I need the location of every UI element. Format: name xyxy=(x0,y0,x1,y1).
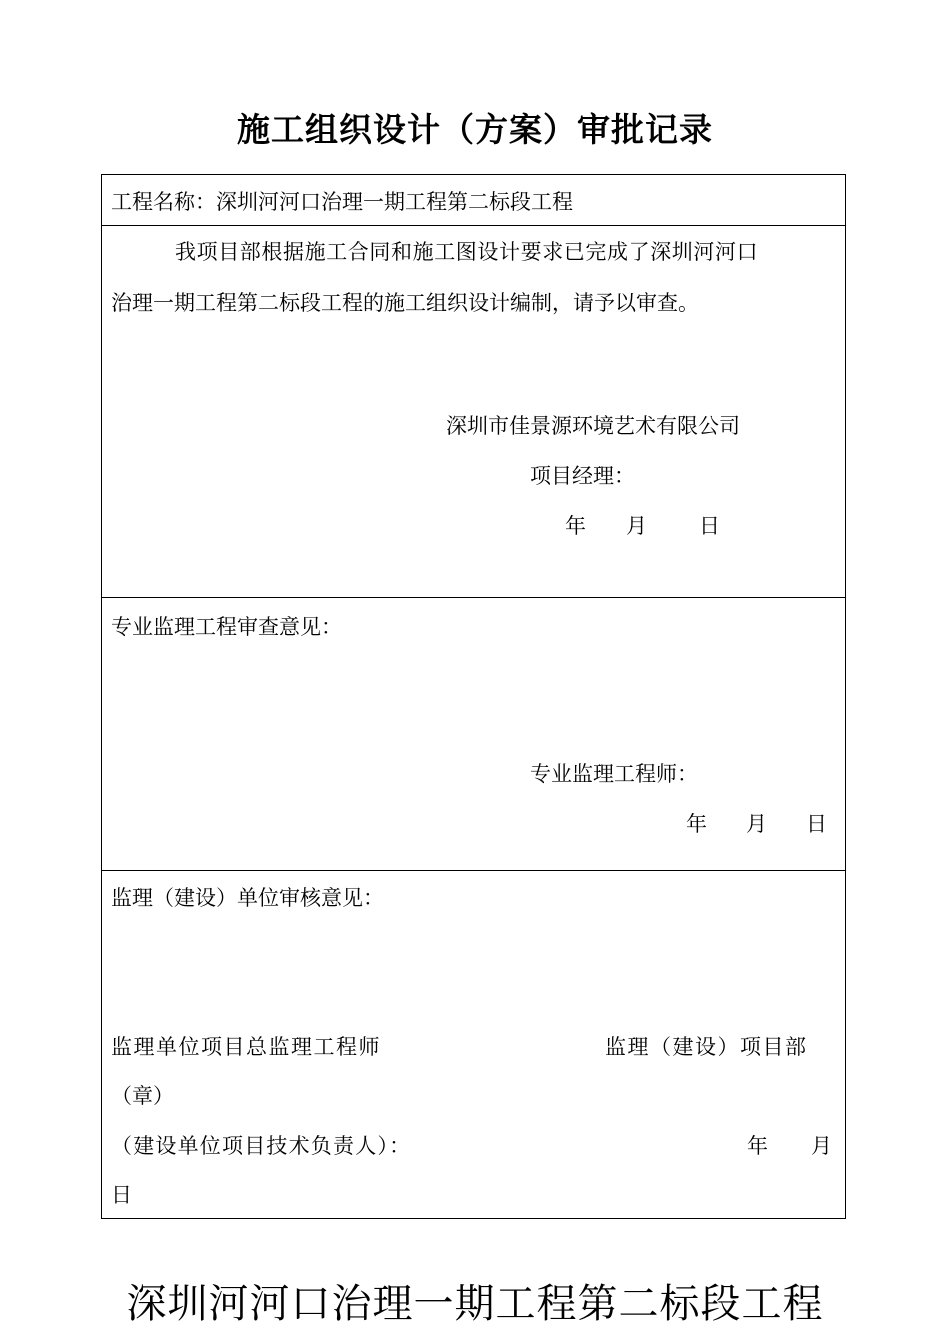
application-date-day: 日 xyxy=(699,514,720,538)
row-divider xyxy=(102,225,845,226)
project-manager-label: 项目经理： xyxy=(530,464,635,488)
project-name-line: 工程名称：深圳河河口治理一期工程第二标段工程 xyxy=(111,190,573,214)
seal-label: （章） xyxy=(111,1084,174,1108)
supervisor-review-heading: 专业监理工程审查意见： xyxy=(111,615,342,639)
application-text-line2: 治理一期工程第二标段工程的施工组织设计编制，请予以审查。 xyxy=(111,291,699,315)
approval-form-table xyxy=(101,174,846,1219)
page-title: 施工组织设计（方案）审批记录 xyxy=(237,110,713,149)
unit-date-year: 年 xyxy=(747,1134,768,1158)
application-date-month: 月 xyxy=(626,514,647,538)
application-date-year: 年 xyxy=(565,514,586,538)
application-text-line1: 我项目部根据施工合同和施工图设计要求已完成了深圳河河口 xyxy=(175,240,759,264)
supervisor-date-year: 年 xyxy=(686,812,707,836)
row-divider xyxy=(102,870,845,871)
company-name: 深圳市佳景源环境艺术有限公司 xyxy=(446,414,740,438)
footer-project-title: 深圳河河口治理一期工程第二标段工程 xyxy=(126,1281,824,1327)
tech-lead-label: （建设单位项目技术负责人）： xyxy=(111,1134,412,1158)
specialist-engineer-label: 专业监理工程师： xyxy=(530,762,698,786)
row-divider xyxy=(102,597,845,598)
chief-engineer-label: 监理单位项目总监理工程师 xyxy=(111,1035,381,1059)
supervisor-date-day: 日 xyxy=(806,812,827,836)
supervisor-date-month: 月 xyxy=(746,812,767,836)
unit-date-day: 日 xyxy=(111,1183,132,1207)
project-department-label: 监理（建设）项目部 xyxy=(605,1035,808,1059)
unit-date-month: 月 xyxy=(811,1134,832,1158)
unit-review-heading: 监理（建设）单位审核意见： xyxy=(111,886,384,910)
